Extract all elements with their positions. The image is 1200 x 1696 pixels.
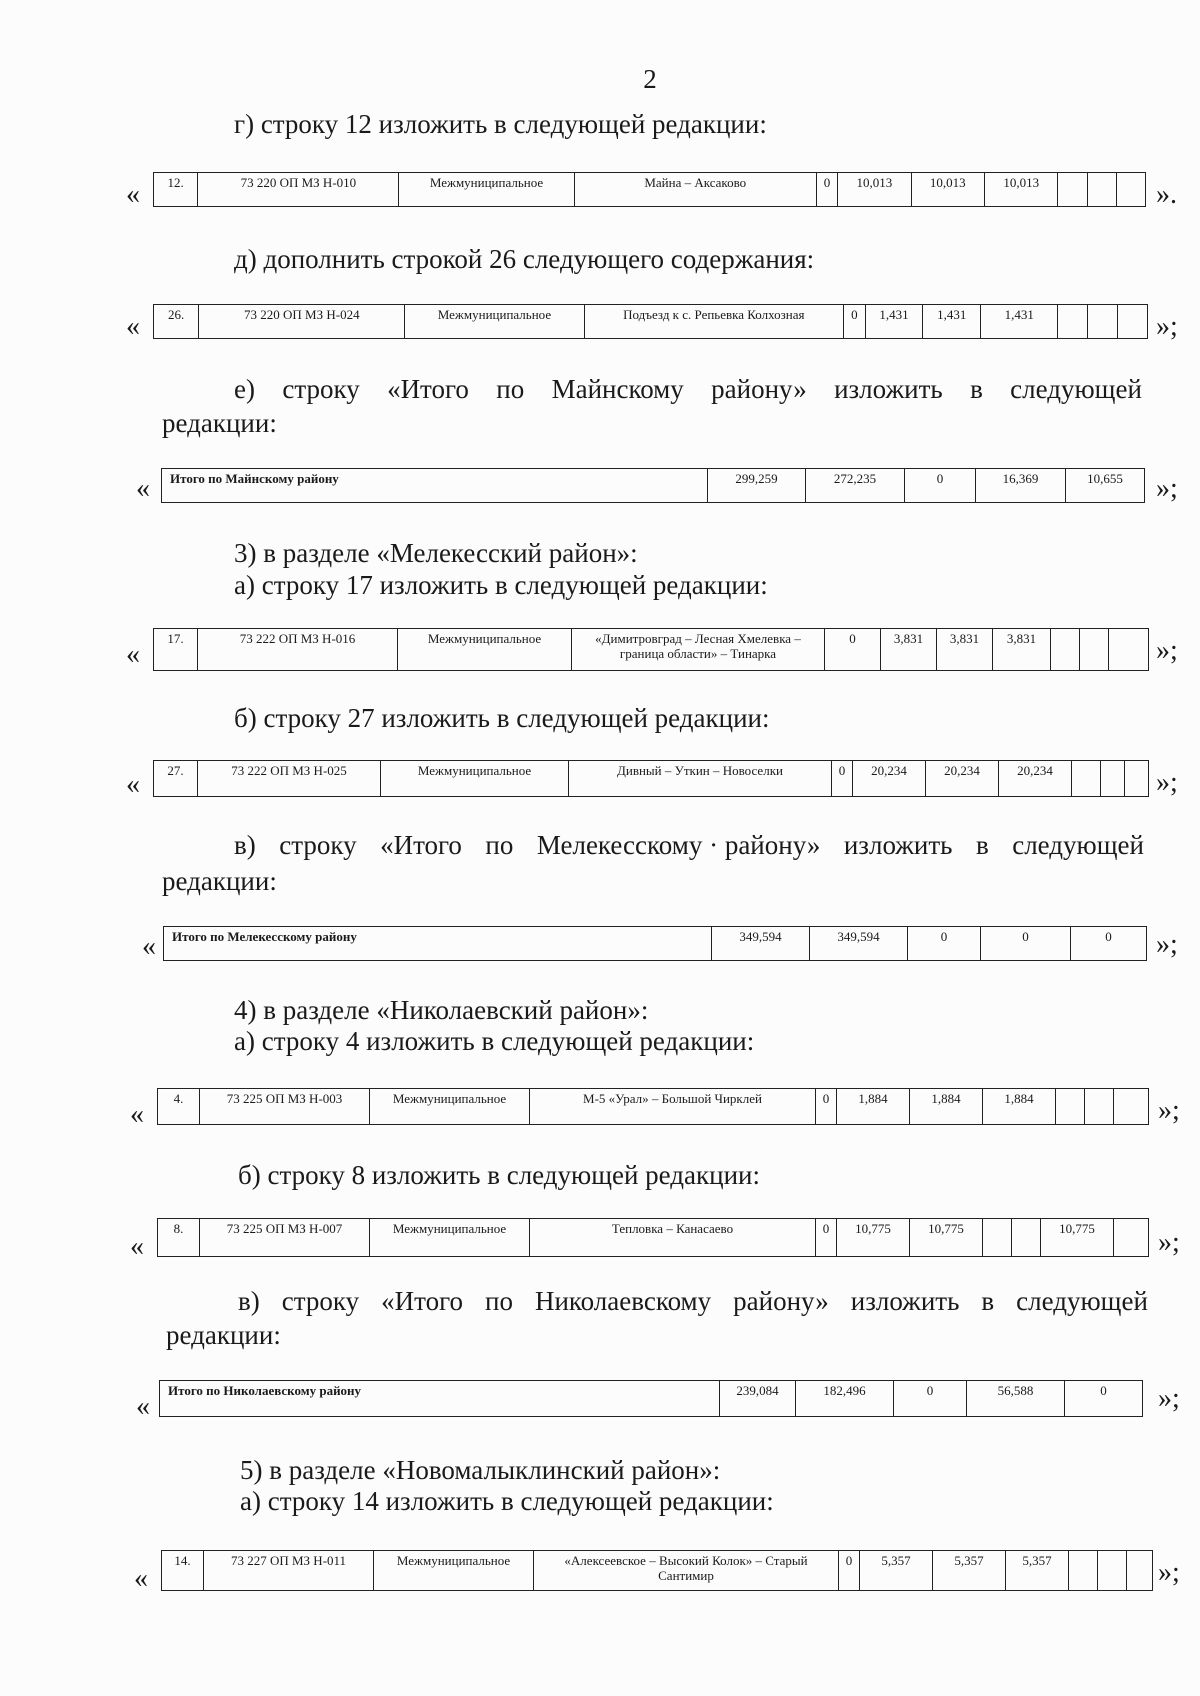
row-17-table — [153, 628, 1149, 671]
close-quote: »; — [1156, 311, 1178, 342]
value-zero: 0 — [832, 761, 853, 797]
value-3: 3,831 — [993, 629, 1051, 671]
page-number: 2 — [643, 64, 657, 94]
row-4-table — [157, 1088, 1149, 1125]
road-type: Межмуниципальное — [381, 761, 569, 797]
value-1: 20,234 — [853, 761, 926, 797]
empty-cell — [1118, 305, 1148, 339]
road-name: Майна – Аксаково — [574, 173, 816, 207]
empty-cell — [1058, 173, 1087, 207]
road-name: Подъезд к с. Репьевка Колхозная — [584, 305, 844, 339]
item-4v-line-1: в) строку «Итого по Николаевскому району» изложить в следующей — [238, 1286, 1148, 1316]
road-type: Межмуниципальное — [398, 629, 572, 671]
road-code: 73 222 ОП МЗ Н-016 — [198, 629, 398, 671]
open-quote: « — [126, 311, 140, 342]
total-value: 299,259 — [708, 469, 806, 503]
total-melekess-table — [163, 926, 1147, 961]
road-type: Межмуниципальное — [374, 1551, 534, 1591]
empty-cell — [1109, 629, 1149, 671]
road-name: М-5 «Урал» – Большой Чирклей — [530, 1089, 816, 1125]
item-3b-text: б) строку 27 изложить в следующей редакции: — [234, 703, 770, 733]
empty-cell — [1114, 1089, 1149, 1125]
total-label: Итого по Мелекесскому району — [164, 927, 712, 961]
empty-cell — [1080, 629, 1109, 671]
total-value: 349,594 — [810, 927, 908, 961]
row-26-table — [153, 304, 1148, 339]
item-3v-line-2: редакции: — [162, 866, 277, 896]
section-3-heading: 3) в разделе «Мелекесский район»: — [234, 538, 638, 568]
road-type: Межмуниципальное — [370, 1089, 530, 1125]
open-quote: « — [126, 179, 140, 210]
item-4a-text: а) строку 4 изложить в следующей редакции: — [234, 1026, 755, 1056]
value-2: 1,431 — [923, 305, 981, 339]
value-zero: 0 — [816, 1089, 837, 1125]
item-e-line-1: е) строку «Итого по Майнскому району» изложить в следующей — [234, 374, 1142, 404]
value-1: 1,884 — [837, 1089, 910, 1125]
road-code: 73 220 ОП МЗ Н-024 — [199, 305, 405, 339]
open-quote: « — [130, 1099, 144, 1130]
value-3: 10,013 — [984, 173, 1057, 207]
empty-cell — [1116, 173, 1145, 207]
value-3: 1,884 — [983, 1089, 1056, 1125]
item-3a-text: а) строку 17 изложить в следующей редакции: — [234, 570, 768, 600]
item-d-text: д) дополнить строкой 26 следующего содержания: — [234, 244, 815, 274]
item-g-text: г) строку 12 изложить в следующей редакции: — [234, 109, 767, 139]
close-quote: »; — [1158, 1383, 1180, 1414]
open-quote: « — [130, 1231, 144, 1262]
road-name: Дивный – Уткин – Новоселки — [569, 761, 832, 797]
section-5-heading: 5) в разделе «Новомалыклинский район»: — [240, 1455, 721, 1485]
empty-cell — [1069, 1551, 1098, 1591]
road-type: Межмуниципальное — [399, 173, 574, 207]
empty-cell — [1114, 1219, 1149, 1257]
road-code: 73 220 ОП МЗ Н-010 — [198, 173, 399, 207]
value-3: 1,431 — [981, 305, 1058, 339]
road-type: Межмуниципальное — [405, 305, 584, 339]
value-3: 20,234 — [999, 761, 1072, 797]
empty-cell — [1085, 1089, 1114, 1125]
close-quote: »; — [1156, 473, 1178, 504]
empty-cell — [1051, 629, 1080, 671]
road-name: «Димитровград – Лесная Хмелевка – граница области» – Тинарка — [572, 629, 825, 671]
total-value: 0 — [1065, 1381, 1143, 1417]
road-code: 73 225 ОП МЗ Н-003 — [200, 1089, 370, 1125]
value-3: 5,357 — [1006, 1551, 1069, 1591]
value-2: 5,357 — [933, 1551, 1006, 1591]
close-quote: ». — [1156, 179, 1177, 210]
row-number: 17. — [154, 629, 198, 671]
total-value: 0 — [1071, 927, 1147, 961]
empty-cell — [1087, 173, 1116, 207]
value-1: 1,431 — [865, 305, 923, 339]
close-quote: »; — [1158, 1557, 1180, 1588]
value-zero: 0 — [816, 1219, 837, 1257]
value-zero: 0 — [825, 629, 881, 671]
value-zero: 0 — [839, 1551, 860, 1591]
item-3v-line-1: в) строку «Итого по Мелекесскому · району» изложить в следующей — [234, 830, 1144, 860]
total-value: 349,594 — [712, 927, 810, 961]
value-1: 5,357 — [860, 1551, 933, 1591]
road-type: Межмуниципальное — [370, 1219, 530, 1257]
value-zero: 0 — [816, 173, 837, 207]
total-value: 239,084 — [720, 1381, 796, 1417]
empty-cell — [1127, 1551, 1153, 1591]
close-quote: »; — [1158, 1227, 1180, 1258]
close-quote: »; — [1156, 635, 1178, 666]
value-2: 1,884 — [910, 1089, 983, 1125]
row-number: 27. — [154, 761, 198, 797]
value-3: 10,775 — [1041, 1219, 1114, 1257]
row-number: 12. — [154, 173, 198, 207]
row-8-table — [157, 1218, 1149, 1257]
open-quote: « — [142, 931, 156, 962]
value-2: 20,234 — [926, 761, 999, 797]
total-value: 0 — [905, 469, 976, 503]
empty-cell — [983, 1219, 1012, 1257]
value-1: 10,775 — [837, 1219, 910, 1257]
empty-cell — [1101, 761, 1125, 797]
item-4b-text: б) строку 8 изложить в следующей редакции: — [238, 1160, 760, 1190]
close-quote: »; — [1158, 1095, 1180, 1126]
total-value: 0 — [894, 1381, 967, 1417]
value-1: 3,831 — [881, 629, 937, 671]
empty-cell — [1058, 305, 1088, 339]
item-4v-line-2: редакции: — [166, 1320, 281, 1350]
row-number: 14. — [162, 1551, 204, 1591]
open-quote: « — [136, 473, 150, 504]
value-2: 10,013 — [911, 173, 984, 207]
total-value: 182,496 — [796, 1381, 894, 1417]
section-4-heading: 4) в разделе «Николаевский район»: — [234, 995, 649, 1025]
empty-cell — [1125, 761, 1149, 797]
total-value: 0 — [908, 927, 981, 961]
empty-cell — [1056, 1089, 1085, 1125]
item-e-line-2: редакции: — [162, 408, 277, 438]
empty-cell — [1098, 1551, 1127, 1591]
value-2: 10,775 — [910, 1219, 983, 1257]
empty-cell — [1088, 305, 1118, 339]
road-code: 73 222 ОП МЗ Н-025 — [198, 761, 381, 797]
total-mayna-table — [161, 468, 1145, 503]
open-quote: « — [126, 639, 140, 670]
road-name: Тепловка – Канасаево — [530, 1219, 816, 1257]
road-code: 73 227 ОП МЗ Н-011 — [204, 1551, 374, 1591]
total-value: 10,655 — [1066, 469, 1145, 503]
value-2: 3,831 — [937, 629, 993, 671]
road-code: 73 225 ОП МЗ Н-007 — [200, 1219, 370, 1257]
open-quote: « — [134, 1563, 148, 1594]
row-number: 8. — [158, 1219, 200, 1257]
row-27-table — [153, 760, 1149, 797]
open-quote: « — [136, 1391, 150, 1422]
row-number: 4. — [158, 1089, 200, 1125]
value-zero: 0 — [844, 305, 866, 339]
row-14-table — [161, 1550, 1153, 1591]
empty-cell — [1072, 761, 1101, 797]
value-1: 10,013 — [838, 173, 911, 207]
row-number: 26. — [154, 305, 199, 339]
empty-cell — [1012, 1219, 1041, 1257]
total-value: 56,588 — [967, 1381, 1065, 1417]
open-quote: « — [126, 769, 140, 800]
total-value: 16,369 — [976, 469, 1066, 503]
item-5a-text: а) строку 14 изложить в следующей редакции: — [240, 1486, 774, 1516]
close-quote: »; — [1156, 929, 1178, 960]
total-label: Итого по Николаевскому району — [160, 1381, 720, 1417]
total-value: 272,235 — [806, 469, 905, 503]
total-nikolaevsky-table — [159, 1380, 1143, 1417]
row-12-table — [153, 172, 1146, 207]
road-name: «Алексеевское – Высокий Колок» – Старый Сантимир — [534, 1551, 839, 1591]
close-quote: »; — [1156, 767, 1178, 798]
total-value: 0 — [981, 927, 1071, 961]
total-label: Итого по Майнскому району — [162, 469, 708, 503]
